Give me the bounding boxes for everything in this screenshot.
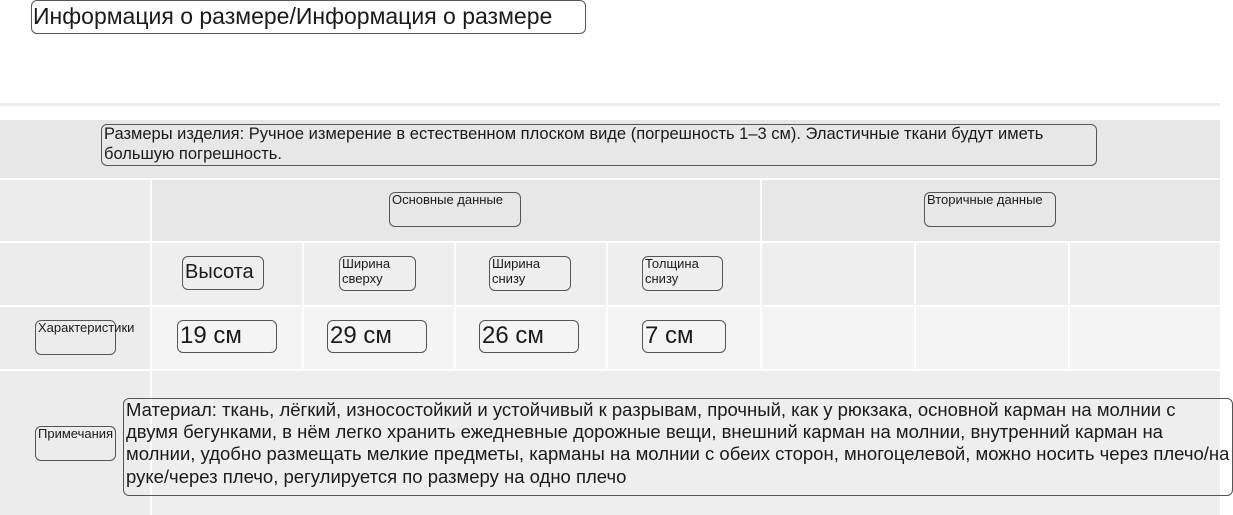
grid-line [914,243,916,371]
column-header-height: Высота [182,256,264,290]
table-caption: Размеры изделия: Ручное измерение в естественном плоском виде (погрешность 1–3 см). Эластичные ткани будут иметь большую погрешность. [101,124,1097,166]
grid-line [0,369,1220,371]
row-label-characteristics: Характеристики [35,320,116,355]
grid-line [0,241,1220,243]
grid-line [1068,243,1070,371]
row-label-notes: Примечания [35,426,116,461]
value-bottom-thickness: 7 см [642,320,726,353]
page-title: Информация о размере/Информация о размере [31,0,586,34]
value-bottom-width: 26 см [479,320,579,353]
grid-line [0,178,1220,180]
notes-text: Материал: ткань, лёгкий, износостойкий и устойчивый к разрывам, прочный, как у рюкзака, основной карман на молнии с двумя бегунками, в нём легко хранить ежедневные дорожные вещи, внешний карман на молнии, внутренний карман на молнии, удобно размещать мелкие предметы, карманы на молнии с обеих сторон, многоцелевой, можно носить через плечо/на руке/через плечо, регулируется по размеру на одно плечо [123,398,1233,496]
grid-line [606,243,608,371]
value-top-width: 29 см [327,320,427,353]
group-header-primary: Основные данные [389,192,521,227]
grid-line [302,243,304,371]
grid-line [760,180,762,371]
header-divider [0,103,1220,106]
column-header-bottom-width: Ширина снизу [489,256,571,291]
column-header-bottom-thickness: Толщина снизу [642,256,723,291]
column-header-top-width: Ширина сверху [339,256,416,291]
grid-line [454,243,456,371]
group-header-secondary: Вторичные данные [924,192,1056,227]
value-height: 19 см [177,320,277,353]
grid-line [0,305,1220,307]
